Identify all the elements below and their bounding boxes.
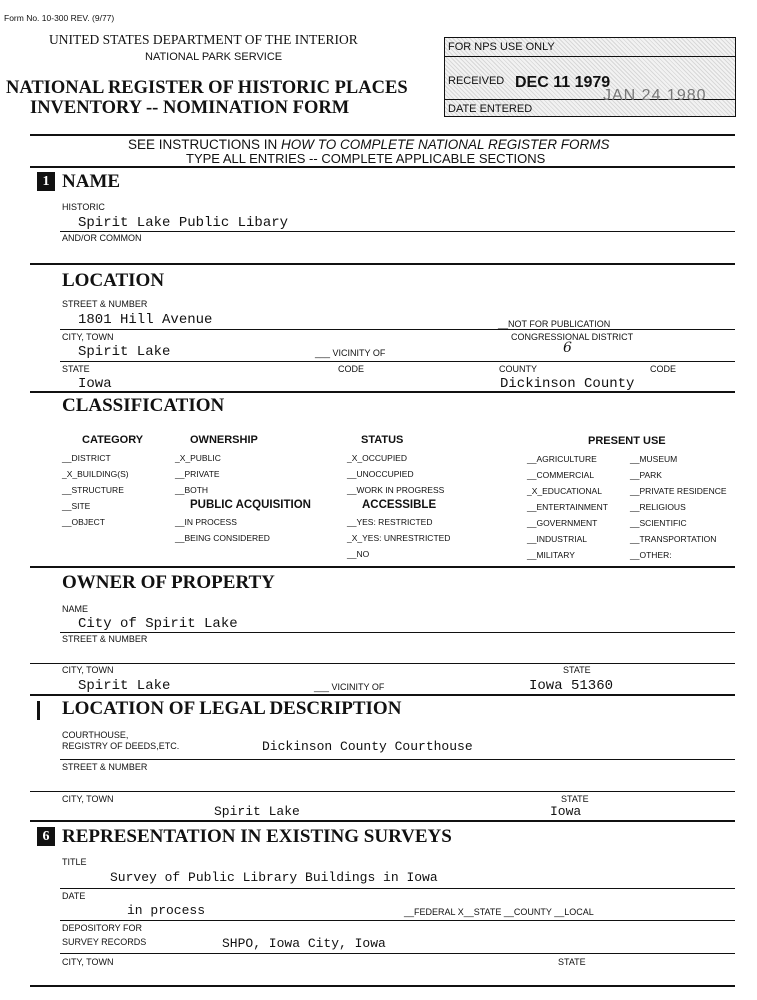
use-religious: __RELIGIOUS: [630, 502, 686, 512]
owner-state-value: Iowa 51360: [529, 678, 614, 694]
city-town-label: CITY, TOWN: [62, 332, 114, 342]
section-1-title: NAME: [62, 171, 121, 192]
state-code-label: CODE: [338, 364, 365, 374]
county-label: COUNTY: [499, 364, 537, 374]
city-value: Spirit Lake: [78, 344, 171, 360]
acquisition-being-considered: __BEING CONSIDERED: [175, 533, 270, 543]
owner-city-value: Spirit Lake: [78, 678, 171, 694]
instructions-prefix: SEE INSTRUCTIONS IN: [128, 137, 282, 152]
survey-title-label: TITLE: [62, 857, 87, 867]
use-museum: __MUSEUM: [630, 454, 678, 464]
owner-city-label: CITY, TOWN: [62, 665, 114, 675]
status-occupied: _X_OCCUPIED: [347, 453, 407, 463]
instructions-line1: [128, 137, 610, 152]
instructions-italic-title: HOW TO COMPLETE NATIONAL REGISTER FORMS: [281, 137, 610, 152]
survey-title-value: Survey of Public Library Buildings in Iowa: [110, 870, 438, 885]
section-2-title: LOCATION: [62, 270, 165, 291]
form-number: Form No. 10-300 REV. (9/77): [4, 13, 115, 23]
use-scientific: __SCIENTIFIC: [630, 518, 687, 528]
depository-label: DEPOSITORY FOR: [62, 923, 143, 933]
category-buildings: _X_BUILDING(S): [62, 469, 129, 479]
owner-street-label: STREET & NUMBER: [62, 634, 148, 644]
state-value: Iowa: [78, 376, 112, 392]
nps-use-only-label: FOR NPS USE ONLY: [448, 41, 555, 53]
public-acquisition-header: PUBLIC ACQUISITION: [190, 499, 311, 511]
survey-city-label: CITY, TOWN: [62, 957, 114, 967]
section-3-title: CLASSIFICATION: [62, 395, 225, 416]
survey-date-value: in process: [127, 903, 206, 918]
ownership-header: OWNERSHIP: [190, 434, 258, 446]
status-work-in-progress: __WORK IN PROGRESS: [347, 485, 445, 495]
survey-date-label: DATE: [62, 891, 86, 901]
ownership-public: _X_PUBLIC: [175, 453, 221, 463]
status-header: STATUS: [361, 434, 404, 446]
use-educational: _X_EDUCATIONAL: [527, 486, 602, 496]
congressional-district-label: CONGRESSIONAL DISTRICT: [511, 332, 634, 342]
owner-state-label: STATE: [563, 665, 591, 675]
category-header: CATEGORY: [82, 434, 144, 446]
acquisition-in-process: __IN PROCESS: [175, 517, 237, 527]
owner-name-value: City of Spirit Lake: [78, 616, 238, 632]
legal-city-label: CITY, TOWN: [62, 794, 114, 804]
owner-name-label: NAME: [62, 604, 89, 614]
use-commercial: __COMMERCIAL: [527, 470, 595, 480]
survey-levels: __FEDERAL X__STATE __COUNTY __LOCAL: [404, 907, 594, 917]
accessible-header: ACCESSIBLE: [362, 499, 437, 511]
use-transportation: __TRANSPORTATION: [630, 534, 717, 544]
present-use-header: PRESENT USE: [588, 435, 666, 447]
street-address-value: 1801 Hill Avenue: [78, 312, 213, 328]
section-6-number: 6: [37, 827, 55, 846]
use-military: __MILITARY: [527, 550, 575, 560]
county-value: Dickinson County: [500, 376, 635, 392]
form-title-line2: INVENTORY -- NOMINATION FORM: [30, 98, 350, 118]
registry-label: REGISTRY OF DEEDS,ETC.: [62, 741, 180, 751]
received-date-stamp: DEC 11 1979: [515, 74, 611, 91]
use-private-residence: __PRIVATE RESIDENCE: [630, 486, 727, 496]
category-district: __DISTRICT: [62, 453, 111, 463]
use-park: __PARK: [630, 470, 662, 480]
received-label: RECEIVED: [448, 75, 505, 87]
section-5-marker: [37, 701, 40, 720]
courthouse-label: COURTHOUSE,: [62, 730, 129, 740]
service-name: NATIONAL PARK SERVICE: [145, 51, 283, 63]
depository-value: SHPO, Iowa City, Iowa: [222, 936, 386, 951]
survey-records-label: SURVEY RECORDS: [62, 937, 147, 947]
legal-city-value: Spirit Lake: [214, 804, 300, 819]
historic-name-value: Spirit Lake Public Libary: [78, 215, 289, 231]
ownership-private: __PRIVATE: [175, 469, 220, 479]
section-1-number: 1: [37, 172, 55, 191]
street-number-label: STREET & NUMBER: [62, 299, 148, 309]
category-structure: __STRUCTURE: [62, 485, 124, 495]
use-other: __OTHER:: [630, 550, 672, 560]
status-unoccupied: __UNOCCUPIED: [347, 469, 414, 479]
survey-state-label: STATE: [558, 957, 586, 967]
legal-state-value: Iowa: [550, 804, 582, 819]
owner-vicinity-label: ___ VICINITY OF: [314, 682, 385, 692]
section-6-title: REPRESENTATION IN EXISTING SURVEYS: [62, 826, 452, 847]
historic-label: HISTORIC: [62, 202, 105, 212]
legal-state-label: STATE: [561, 794, 589, 804]
state-label: STATE: [62, 364, 90, 374]
use-agriculture: __AGRICULTURE: [527, 454, 597, 464]
common-name-label: AND/OR COMMON: [62, 233, 142, 243]
date-entered-label: DATE ENTERED: [448, 103, 533, 115]
accessible-unrestricted: _X_YES: UNRESTRICTED: [347, 533, 451, 543]
instructions-line2: TYPE ALL ENTRIES -- COMPLETE APPLICABLE SECTIONS: [186, 151, 546, 166]
not-for-publication-label: __NOT FOR PUBLICATION: [498, 319, 611, 329]
use-government: __GOVERNMENT: [527, 518, 598, 528]
accessible-restricted: __YES: RESTRICTED: [347, 517, 433, 527]
department-name: UNITED STATES DEPARTMENT OF THE INTERIOR: [49, 32, 358, 47]
county-code-label: CODE: [650, 364, 677, 374]
vicinity-label: ___ VICINITY OF: [315, 348, 386, 358]
category-object: __OBJECT: [62, 517, 105, 527]
date-entered-stamp: JAN 24 1980: [603, 87, 707, 104]
section-4-title: OWNER OF PROPERTY: [62, 572, 275, 593]
use-entertainment: __ENTERTAINMENT: [527, 502, 608, 512]
ownership-both: __BOTH: [175, 485, 209, 495]
category-site: __SITE: [62, 501, 91, 511]
form-title-line1: NATIONAL REGISTER OF HISTORIC PLACES: [6, 78, 408, 98]
courthouse-value: Dickinson County Courthouse: [262, 739, 473, 754]
congressional-district-value: 6: [563, 340, 572, 356]
legal-street-label: STREET & NUMBER: [62, 762, 148, 772]
section-5-title: LOCATION OF LEGAL DESCRIPTION: [62, 698, 402, 719]
use-industrial: __INDUSTRIAL: [527, 534, 587, 544]
accessible-no: __NO: [347, 549, 370, 559]
